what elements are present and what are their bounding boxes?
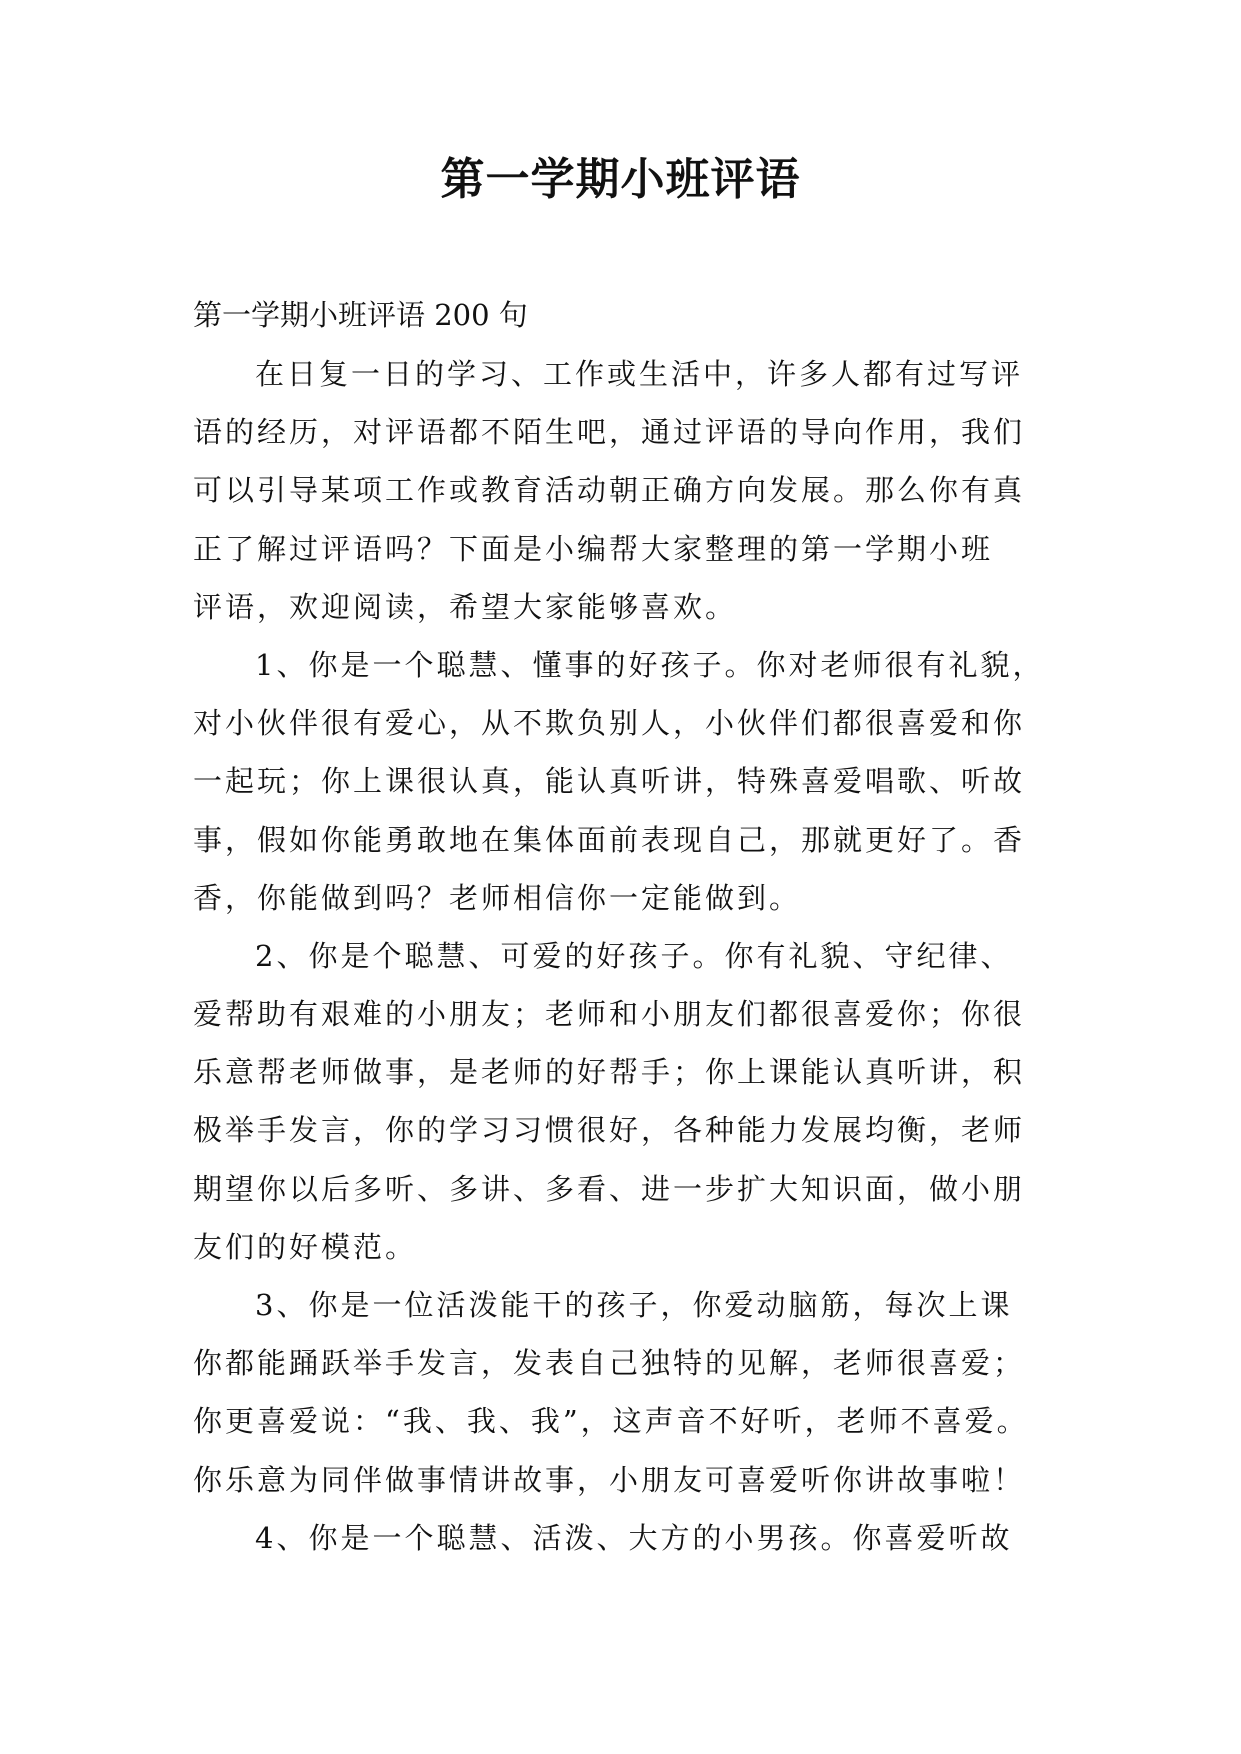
text-line: 事，假如你能勇敢地在集体面前表现自己，那就更好了。香 [193,822,1026,857]
text-line: 3、你是一位活泼能干的孩子，你爱动脑筋，每次上课 [255,1288,1013,1322]
text-line: 正了解过评语吗？下面是小编帮大家整理的第一学期小班 [193,531,994,566]
text-line: 2、你是个聪慧、可爱的好孩子。你有礼貌、守纪律、 [255,938,1013,973]
text-line: 乐意帮老师做事，是老师的好帮手；你上课能认真听讲，积 [193,1055,1026,1090]
text-line: 期望你以后多听、多讲、多看、进一步扩大知识面，做小朋 [193,1171,1026,1206]
document-body [193,345,1053,1567]
text-line: 香，你能做到吗？老师相信你一定能做到。 [193,880,802,915]
text-line: 友们的好模范。 [193,1229,418,1264]
text-line: 你更喜爱说：“我、我、我”，这声音不好听，老师不喜爱。 [193,1404,1029,1439]
text-line: 评语，欢迎阅读，希望大家能够喜欢。 [193,589,738,624]
text-line: 4、你是一个聪慧、活泼、大方的小男孩。你喜爱听故 [255,1520,1013,1555]
text-line: 语的经历，对评语都不陌生吧，通过评语的导向作用，我们 [193,415,1026,450]
text-line: 在日复一日的学习、工作或生活中，许多人都有过写评 [255,357,1024,391]
text-line: 一起玩；你上课很认真，能认真听讲，特殊喜爱唱歌、听故 [193,764,1026,799]
text-line: 对小伙伴很有爱心，从不欺负别人，小伙伴们都很喜爱和你 [193,706,1026,741]
text-line: 爱帮助有艰难的小朋友；老师和小朋友们都很喜爱你；你很 [193,997,1026,1032]
text-line: 你乐意为同伴做事情讲故事，小朋友可喜爱听你讲故事啦！ [193,1462,1026,1497]
text-line: 1、你是一个聪慧、懂事的好孩子。你对老师很有礼貌， [255,647,1045,682]
document-title: 第一学期小班评语 [440,154,801,205]
document-subtitle: 第一学期小班评语 200 句 [193,298,528,332]
text-line: 极举手发言，你的学习习惯很好，各种能力发展均衡，老师 [193,1113,1026,1148]
text-line: 你都能踊跃举手发言，发表自己独特的见解，老师很喜爱； [193,1346,1026,1381]
text-line: 可以引导某项工作或教育活动朝正确方向发展。那么你有真 [193,473,1026,508]
